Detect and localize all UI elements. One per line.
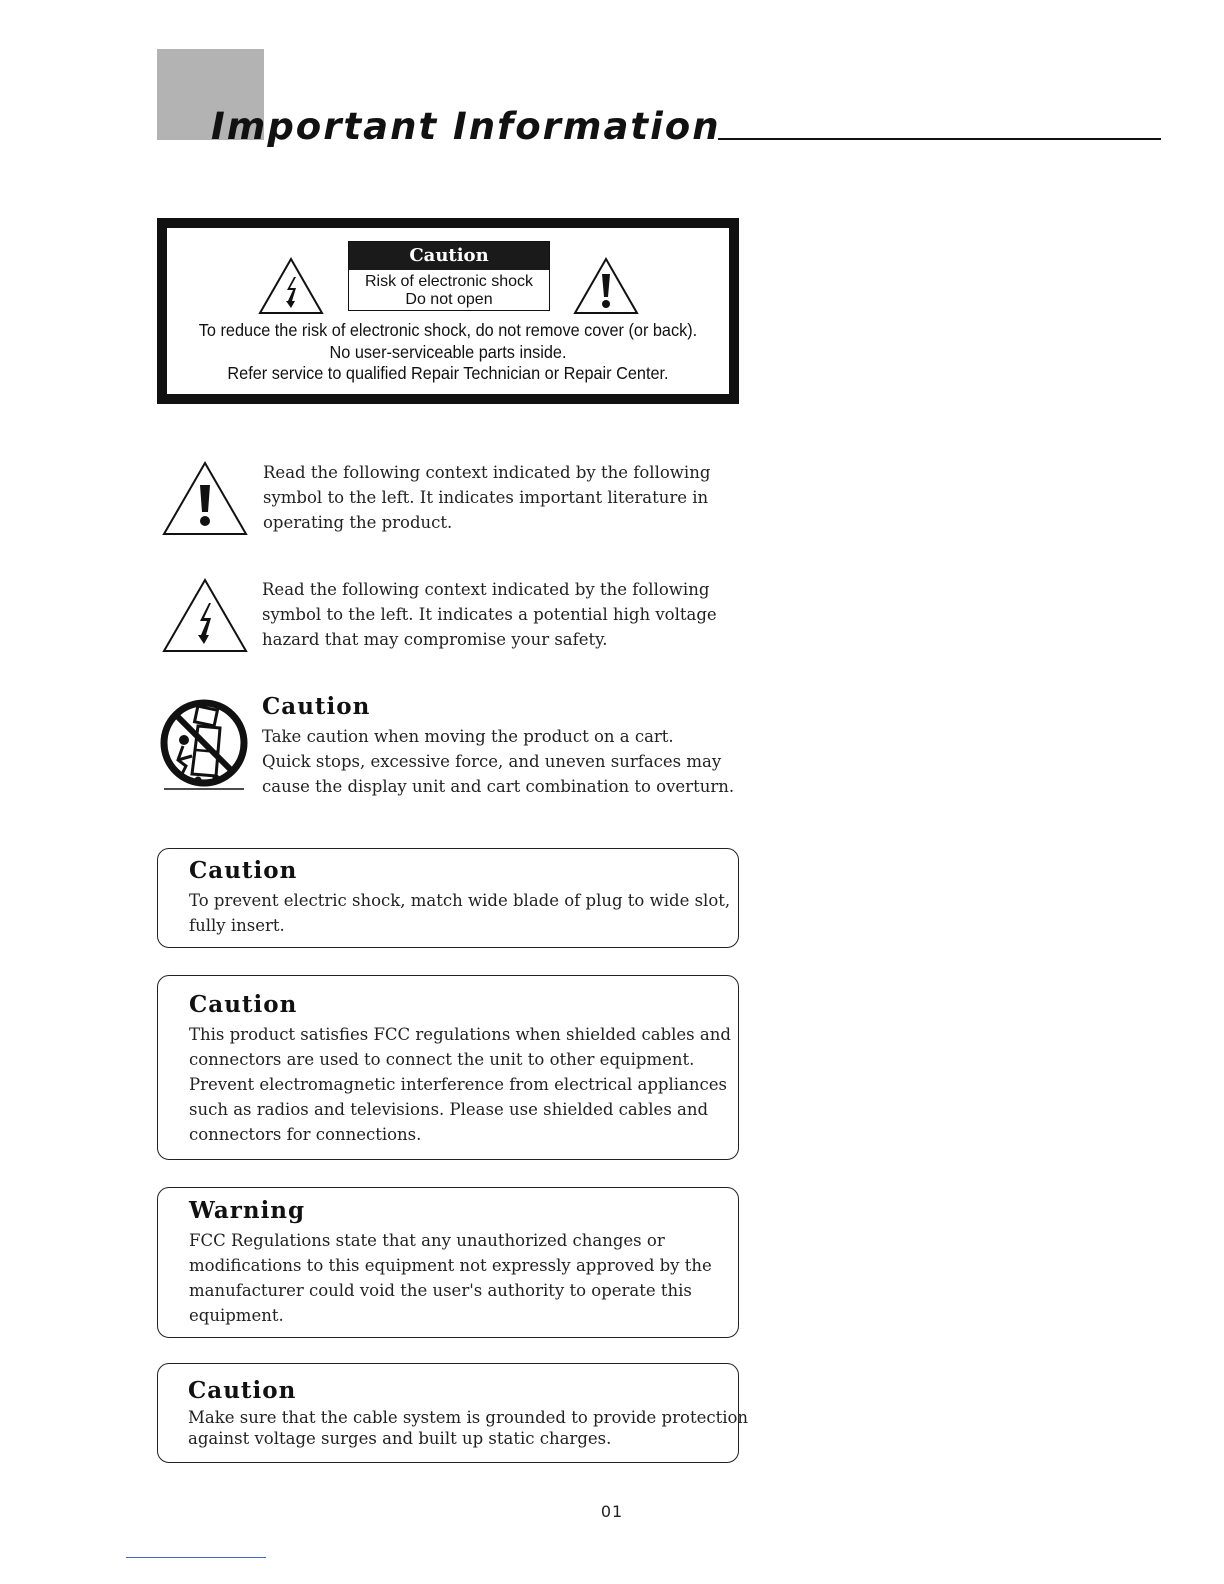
fcc-cables-line-2: connectors are used to connect the unit to other equipment. — [189, 1050, 695, 1069]
fcc-warning-line-1: FCC Regulations state that any unauthorized changes or — [189, 1231, 665, 1250]
fcc-cables-caution-box — [157, 975, 739, 1160]
caution-caption-line-2: Do not open — [405, 291, 493, 308]
page-title: Important Information — [211, 105, 721, 148]
cart-paragraph-line-3: cause the display unit and cart combination to overturn. — [262, 777, 735, 796]
fcc-warning-box — [157, 1187, 739, 1338]
title-underline — [718, 138, 1161, 140]
fcc-cables-line-1: This product satisfies FCC regulations when shielded cables and — [189, 1025, 731, 1044]
fcc-cables-line-5: connectors for connections. — [189, 1125, 422, 1144]
plug-caution-line-2: fully insert. — [189, 916, 285, 935]
fcc-cables-line-4: such as radios and televisions. Please use shielded cables and — [189, 1100, 709, 1119]
exclamation-paragraph-line-2: symbol to the left. It indicates important literature in — [263, 488, 709, 507]
caution-caption-line-1: Risk of electronic shock — [364, 273, 534, 290]
voltage-paragraph-line-2: symbol to the left. It indicates a potential high voltage — [262, 605, 717, 624]
voltage-paragraph-line-3: hazard that may compromise your safety. — [262, 630, 608, 649]
fcc-warning-line-2: modifications to this equipment not expressly approved by the — [189, 1256, 712, 1275]
label-warning-line-1: To reduce the risk of electronic shock, do not remove cover (or back). — [198, 320, 698, 340]
page-number: 01 — [600, 1502, 624, 1521]
exclamation-paragraph-line-3: operating the product. — [263, 513, 453, 532]
plug-caution-line-1: To prevent electric shock, match wide blade of plug to wide slot, — [189, 891, 731, 910]
lightning-warning-icon — [258, 257, 324, 315]
fcc-cables-line-3: Prevent electromagnetic interference from electrical appliances — [189, 1075, 727, 1094]
label-warning-line-3: Refer service to qualified Repair Technician or Repair Center. — [227, 363, 669, 383]
fcc-cables-caution-heading: Caution — [189, 991, 298, 1018]
cart-paragraph-line-2: Quick stops, excessive force, and uneven surfaces may — [262, 752, 722, 771]
exclamation-paragraph-line-1: Read the following context indicated by the following — [263, 463, 711, 482]
cart-paragraph-line-1: Take caution when moving the product on a cart. — [262, 727, 674, 746]
fcc-warning-line-4: equipment. — [189, 1306, 284, 1325]
plug-caution-box — [157, 848, 739, 948]
grounding-caution-line-1: Make sure that the cable system is grounded to provide protection — [188, 1408, 749, 1427]
voltage-paragraph-line-1: Read the following context indicated by the following — [262, 580, 710, 599]
bottom-link-rule — [126, 1557, 266, 1558]
high-voltage-symbol-icon — [162, 577, 248, 653]
fcc-warning-line-3: manufacturer could void the user's authority to operate this — [189, 1281, 692, 1300]
exclamation-symbol-icon — [162, 460, 248, 536]
cart-tip-over-icon — [158, 698, 252, 794]
exclamation-warning-icon — [573, 257, 639, 315]
grounding-caution-box — [157, 1363, 749, 1463]
caution-caption-panel — [348, 241, 550, 311]
caution-label-box — [157, 218, 739, 404]
caution-caption-title: Caution — [349, 242, 549, 270]
caution-label-inner — [167, 228, 729, 394]
fcc-warning-heading: Warning — [189, 1197, 306, 1224]
cart-caution-heading: Caution — [262, 693, 371, 720]
plug-caution-heading: Caution — [189, 857, 298, 884]
label-warning-line-2: No user-serviceable parts inside. — [329, 342, 567, 362]
grounding-caution-line-2: against voltage surges and built up static charges. — [188, 1429, 612, 1448]
grounding-caution-heading: Caution — [188, 1377, 297, 1404]
